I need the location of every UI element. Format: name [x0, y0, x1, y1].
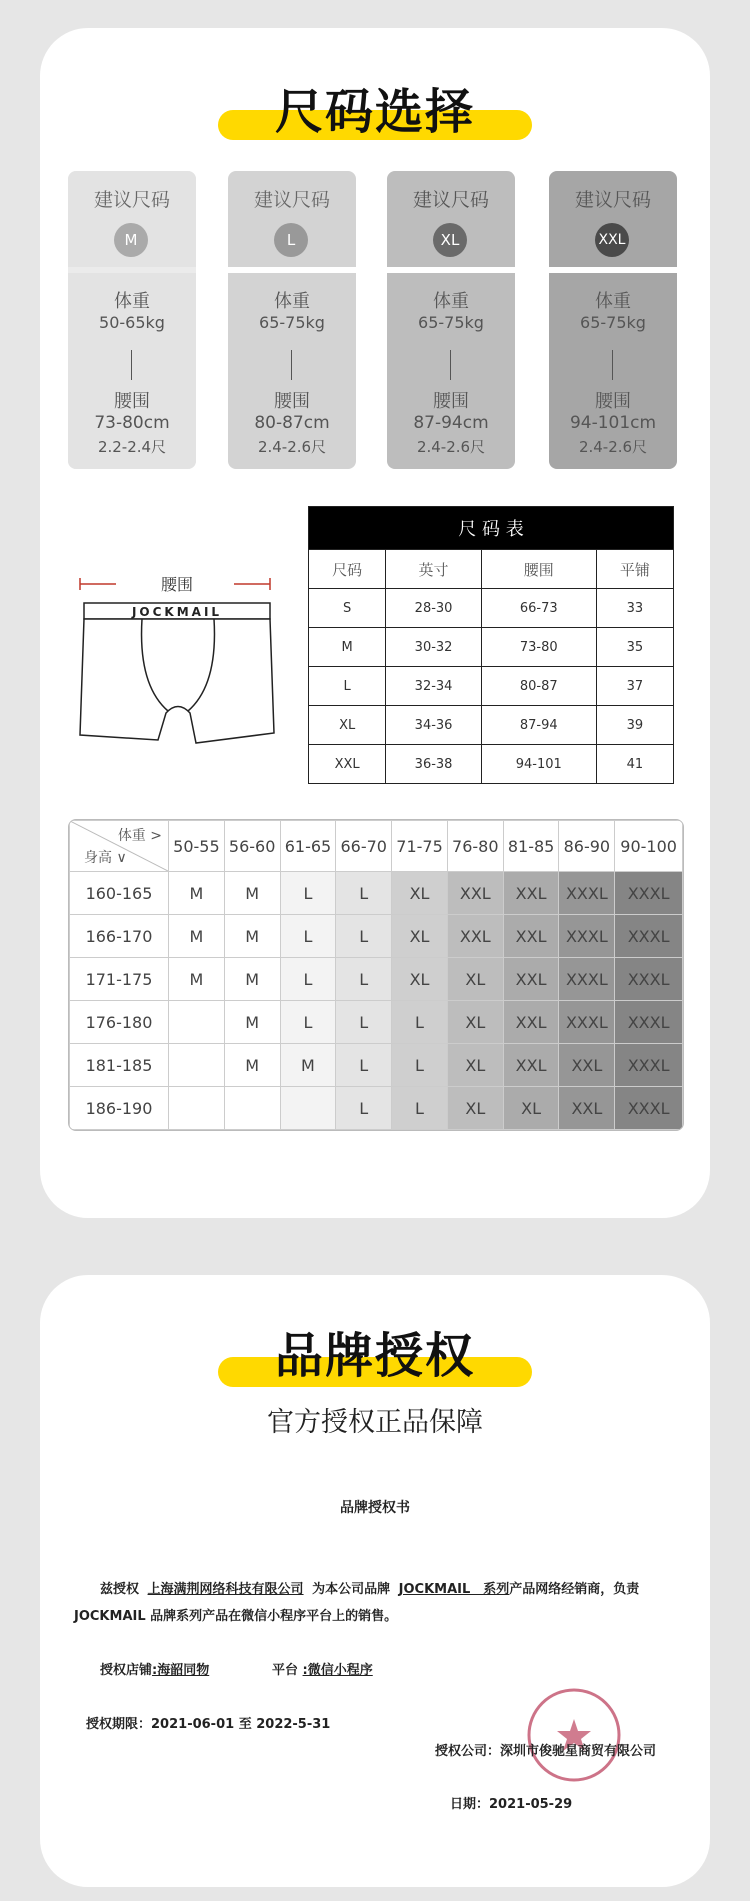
- line1-mid: 为本公司品牌: [312, 1582, 391, 1597]
- matrix-row: [70, 1087, 683, 1130]
- size-cell: M: [224, 1044, 280, 1087]
- cell: 39: [596, 706, 673, 745]
- cell: 28-30: [386, 589, 482, 628]
- size-cell: XXXL: [615, 872, 683, 915]
- size-cell: XXL: [503, 958, 559, 1001]
- col-header: 英寸: [386, 550, 482, 589]
- certificate-line-2: JOCKMAIL 品牌系列产品在微信小程序平台上的销售。: [74, 1609, 398, 1624]
- grantor-label: 授权公司：: [435, 1744, 501, 1759]
- size-cell: XXL: [559, 1044, 615, 1087]
- platform-name: :微信小程序: [302, 1663, 373, 1678]
- cell: 36-38: [386, 745, 482, 784]
- size-chart-title: 尺 码 表: [309, 507, 674, 550]
- size-card-xl: [387, 171, 515, 469]
- cell: 30-32: [386, 628, 482, 667]
- size-cell: [280, 1087, 336, 1130]
- waist-cm: 87-94cm: [413, 413, 489, 433]
- size-cell: L: [392, 1087, 448, 1130]
- divider: [612, 350, 613, 380]
- weight-header: 56-60: [224, 821, 280, 872]
- company-seal: [524, 1685, 624, 1785]
- cell: 37: [596, 667, 673, 706]
- certificate-line-1: [100, 1578, 700, 1597]
- size-cell: M: [224, 958, 280, 1001]
- col-header: 尺码: [309, 550, 386, 589]
- waist-label: 腰围: [595, 391, 631, 412]
- brand-name: JOCKMAIL 系列: [398, 1582, 510, 1597]
- height-label: 166-170: [70, 915, 169, 958]
- size-cell: [224, 1087, 280, 1130]
- height-weight-matrix: [68, 819, 684, 1131]
- size-chart-table: [308, 506, 674, 784]
- size-cell: L: [392, 1044, 448, 1087]
- size-cell: XXXL: [615, 958, 683, 1001]
- height-label: 171-175: [70, 958, 169, 1001]
- waist-cm: 80-87cm: [254, 413, 330, 433]
- cell: M: [309, 628, 386, 667]
- cell: 32-34: [386, 667, 482, 706]
- weight-header: 66-70: [336, 821, 392, 872]
- size-cell: XXXL: [615, 1044, 683, 1087]
- size-cell: L: [336, 1044, 392, 1087]
- size-cell: XXL: [503, 1044, 559, 1087]
- grantor-line: [435, 1740, 656, 1759]
- size-cell: XXL: [559, 1087, 615, 1130]
- suggest-label: 建议尺码: [412, 189, 489, 211]
- weight-header: 90-100: [615, 821, 683, 872]
- size-cell: XXL: [447, 915, 503, 958]
- size-cell: XXL: [503, 872, 559, 915]
- waist-label: 腰围: [274, 391, 310, 412]
- weight-header: 61-65: [280, 821, 336, 872]
- date-line: [450, 1793, 572, 1812]
- waist-chi: 2.4-2.6尺: [257, 438, 327, 456]
- waist-cm: 94-101cm: [569, 413, 657, 433]
- size-cell: L: [336, 915, 392, 958]
- size-badge: L: [274, 223, 308, 257]
- size-card-m: [68, 171, 196, 469]
- matrix-row: [70, 1044, 683, 1087]
- platform-label: 平台: [272, 1663, 299, 1678]
- size-cell: XXXL: [615, 1001, 683, 1044]
- table-row: [309, 667, 674, 706]
- size-cell: L: [336, 1087, 392, 1130]
- size-cell: L: [392, 1001, 448, 1044]
- weight-label: 体重: [274, 291, 310, 312]
- size-badge: M: [114, 223, 148, 257]
- weight-value: 65-75kg: [580, 313, 646, 332]
- size-cell: XXL: [503, 915, 559, 958]
- suggest-label: 建议尺码: [574, 189, 651, 211]
- divider: [291, 350, 292, 380]
- matrix-row: [70, 958, 683, 1001]
- size-cell: L: [280, 958, 336, 1001]
- size-cell: XL: [392, 958, 448, 1001]
- size-badge: XL: [433, 223, 467, 257]
- waist-cm: 73-80cm: [94, 413, 170, 433]
- size-cell: XL: [392, 915, 448, 958]
- store-line: [100, 1659, 209, 1678]
- size-cell: L: [336, 872, 392, 915]
- size-cell: XXXL: [559, 872, 615, 915]
- size-cell: M: [224, 915, 280, 958]
- size-cell: L: [280, 872, 336, 915]
- table-row: [309, 706, 674, 745]
- corner-weight-label: 体重 >: [117, 828, 162, 844]
- cell: 66-73: [481, 589, 596, 628]
- size-badge: XXL: [595, 223, 629, 257]
- size-cell: XXXL: [615, 915, 683, 958]
- corner-height-label: 身高 ∨: [84, 850, 127, 866]
- cell: 73-80: [481, 628, 596, 667]
- waist-chi: 2.2-2.4尺: [97, 438, 167, 456]
- matrix-row: [70, 1001, 683, 1044]
- size-cell: XXXL: [559, 1001, 615, 1044]
- size-cell: L: [336, 1001, 392, 1044]
- size-cell: L: [336, 958, 392, 1001]
- cell: 35: [596, 628, 673, 667]
- cell: XL: [309, 706, 386, 745]
- matrix-corner: [70, 821, 169, 872]
- size-cell: L: [280, 1001, 336, 1044]
- col-header: 腰围: [481, 550, 596, 589]
- size-cell: [169, 1044, 225, 1087]
- cell: 87-94: [481, 706, 596, 745]
- divider: [131, 350, 132, 380]
- waist-label: 腰围: [433, 391, 469, 412]
- weight-header: 71-75: [392, 821, 448, 872]
- size-cell: XL: [392, 872, 448, 915]
- waist-chi: 2.4-2.6尺: [416, 438, 486, 456]
- size-cell: XXL: [447, 872, 503, 915]
- divider: [450, 350, 451, 380]
- height-label: 176-180: [70, 1001, 169, 1044]
- table-row: [309, 589, 674, 628]
- cell: S: [309, 589, 386, 628]
- size-cell: L: [280, 915, 336, 958]
- period-label: 授权期限：: [86, 1717, 152, 1732]
- matrix-header-row: [70, 821, 683, 872]
- brand-authorization-card: [40, 1275, 710, 1887]
- height-label: 181-185: [70, 1044, 169, 1087]
- size-cell: [169, 1001, 225, 1044]
- cell: 80-87: [481, 667, 596, 706]
- store-label: 授权店铺: [100, 1663, 153, 1678]
- grantor-name: 深圳市俊驰星商贸有限公司: [500, 1744, 657, 1759]
- weight-header: 50-55: [169, 821, 225, 872]
- weight-header: 76-80: [447, 821, 503, 872]
- section-title: 尺码选择: [274, 84, 475, 140]
- height-label: 186-190: [70, 1087, 169, 1130]
- section-title: 品牌授权: [274, 1328, 475, 1384]
- size-cell: XL: [447, 1044, 503, 1087]
- cell: XXL: [309, 745, 386, 784]
- weight-value: 50-65kg: [99, 313, 165, 332]
- size-cell: M: [224, 872, 280, 915]
- period-line: [86, 1713, 330, 1732]
- cell: 33: [596, 589, 673, 628]
- weight-header: 86-90: [559, 821, 615, 872]
- period-value: 2021-06-01 至 2022-5-31: [151, 1717, 331, 1732]
- certificate-heading: 品牌授权书: [340, 1500, 410, 1516]
- date-value: 2021-05-29: [489, 1797, 573, 1812]
- table-row: [309, 745, 674, 784]
- size-cell: [169, 1087, 225, 1130]
- size-cell: M: [169, 958, 225, 1001]
- size-cell: M: [224, 1001, 280, 1044]
- platform-line: [272, 1659, 373, 1678]
- suggest-label: 建议尺码: [253, 189, 330, 211]
- weight-label: 体重: [433, 291, 469, 312]
- size-cell: XL: [447, 1087, 503, 1130]
- cell: 94-101: [481, 745, 596, 784]
- matrix-table: [69, 820, 683, 1130]
- size-cell: XL: [503, 1087, 559, 1130]
- size-cell: XL: [447, 958, 503, 1001]
- authorized-company: 上海满荆网络科技有限公司: [147, 1582, 304, 1597]
- line1-prefix: 兹授权: [100, 1582, 140, 1597]
- weight-label: 体重: [595, 291, 631, 312]
- store-name: :海韶同物: [152, 1663, 210, 1678]
- size-selection-card: [40, 28, 710, 1218]
- waist-chi: 2.4-2.6尺: [578, 438, 648, 456]
- weight-value: 65-75kg: [418, 313, 484, 332]
- height-label: 160-165: [70, 872, 169, 915]
- size-cell: XXXL: [615, 1087, 683, 1130]
- weight-value: 65-75kg: [259, 313, 325, 332]
- size-cell: M: [169, 872, 225, 915]
- col-header: 平铺: [596, 550, 673, 589]
- size-cell: XXL: [503, 1001, 559, 1044]
- size-card-l: [228, 171, 356, 469]
- size-cell: M: [280, 1044, 336, 1087]
- underwear-diagram: [78, 565, 278, 745]
- waist-label: 腰围: [114, 391, 150, 412]
- weight-header: 81-85: [503, 821, 559, 872]
- matrix-row: [70, 872, 683, 915]
- matrix-row: [70, 915, 683, 958]
- cell: 34-36: [386, 706, 482, 745]
- size-cell: XXXL: [559, 915, 615, 958]
- section-subtitle: 官方授权正品保障: [267, 1407, 483, 1438]
- size-cell: M: [169, 915, 225, 958]
- size-cell: XL: [447, 1001, 503, 1044]
- waist-diagram-label: 腰围: [160, 575, 193, 594]
- date-label: 日期：: [450, 1797, 490, 1812]
- size-cell: XXXL: [559, 958, 615, 1001]
- waistband-brand: JOCKMAIL: [131, 605, 223, 619]
- line1-suffix: 产品网络经销商，负责: [509, 1582, 640, 1597]
- size-card-xxl: [549, 171, 677, 469]
- cell: L: [309, 667, 386, 706]
- suggest-label: 建议尺码: [93, 189, 170, 211]
- cell: 41: [596, 745, 673, 784]
- weight-label: 体重: [114, 291, 150, 312]
- table-row: [309, 628, 674, 667]
